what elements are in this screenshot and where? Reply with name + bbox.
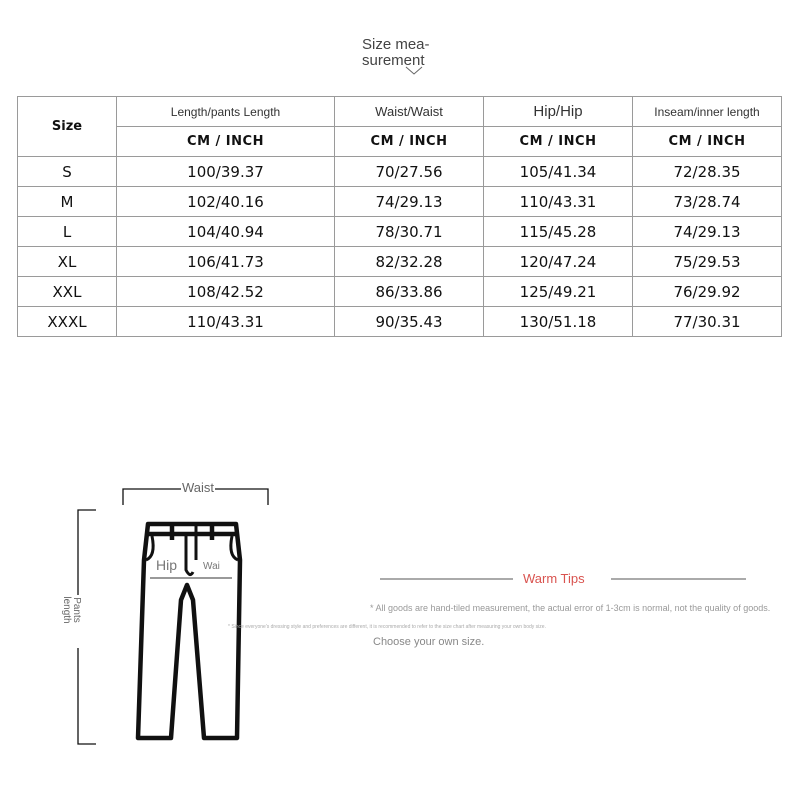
waist-cell: 70/27.56 xyxy=(335,157,484,187)
column-header-length: Length/pants Length xyxy=(117,97,335,127)
inseam-cell: 77/30.31 xyxy=(633,307,782,337)
length-cell: 108/42.52 xyxy=(117,277,335,307)
column-header-waist: Waist/Waist xyxy=(335,97,484,127)
hip-cell: 120/47.24 xyxy=(484,247,633,277)
wai-label: Wai xyxy=(203,561,220,572)
tip-choose-size: Choose your own size. xyxy=(373,636,485,648)
length-cell: 110/43.31 xyxy=(117,307,335,337)
size-cell: M xyxy=(18,187,117,217)
waist-label: Waist xyxy=(182,480,215,495)
waist-cell: 78/30.71 xyxy=(335,217,484,247)
warm-tips-title: Warm Tips xyxy=(523,571,585,586)
size-cell: L xyxy=(18,217,117,247)
size-cell: XXXL xyxy=(18,307,117,337)
inseam-cell: 73/28.74 xyxy=(633,187,782,217)
length-cell: 106/41.73 xyxy=(117,247,335,277)
hip-cell: 105/41.34 xyxy=(484,157,633,187)
title-line-2: surement xyxy=(362,52,425,69)
waist-cell: 86/33.86 xyxy=(335,277,484,307)
pants-length-label-line2: length xyxy=(61,596,72,624)
hip-label: Hip xyxy=(156,557,178,573)
inseam-cell: 75/29.53 xyxy=(633,247,782,277)
size-cell: XXL xyxy=(18,277,117,307)
inseam-cell: 72/28.35 xyxy=(633,157,782,187)
inseam-cell: 74/29.13 xyxy=(633,217,782,247)
unit-header: CM / INCH xyxy=(117,127,335,157)
length-cell: 104/40.94 xyxy=(117,217,335,247)
waist-cell: 90/35.43 xyxy=(335,307,484,337)
pants-length-label xyxy=(61,585,81,635)
pants-length-label-line1: Pants xyxy=(71,597,82,623)
size-cell: S xyxy=(18,157,117,187)
size-column-header: Size xyxy=(18,97,117,157)
waist-cell: 82/32.28 xyxy=(335,247,484,277)
tip-dressing-style: * Since everyone's dressing style and preferences are different, it is recommended to refer to the size chart after measuring your own body size. xyxy=(228,624,546,630)
title-line-1: Size mea- xyxy=(362,36,430,53)
pants-icon xyxy=(138,524,240,738)
waist-cell: 74/29.13 xyxy=(335,187,484,217)
hip-cell: 125/49.21 xyxy=(484,277,633,307)
unit-header: CM / INCH xyxy=(484,127,633,157)
column-header-hip: Hip/Hip xyxy=(484,97,633,127)
size-cell: XL xyxy=(18,247,117,277)
inseam-cell: 76/29.92 xyxy=(633,277,782,307)
hip-cell: 115/45.28 xyxy=(484,217,633,247)
column-header-inseam: Inseam/inner length xyxy=(633,97,782,127)
hip-cell: 130/51.18 xyxy=(484,307,633,337)
tip-measurement-error: * All goods are hand-tiled measurement, the actual error of 1-3cm is normal, not the quality of goods. xyxy=(370,603,771,613)
hip-cell: 110/43.31 xyxy=(484,187,633,217)
unit-header: CM / INCH xyxy=(335,127,484,157)
unit-header: CM / INCH xyxy=(633,127,782,157)
length-cell: 100/39.37 xyxy=(117,157,335,187)
length-cell: 102/40.16 xyxy=(117,187,335,217)
